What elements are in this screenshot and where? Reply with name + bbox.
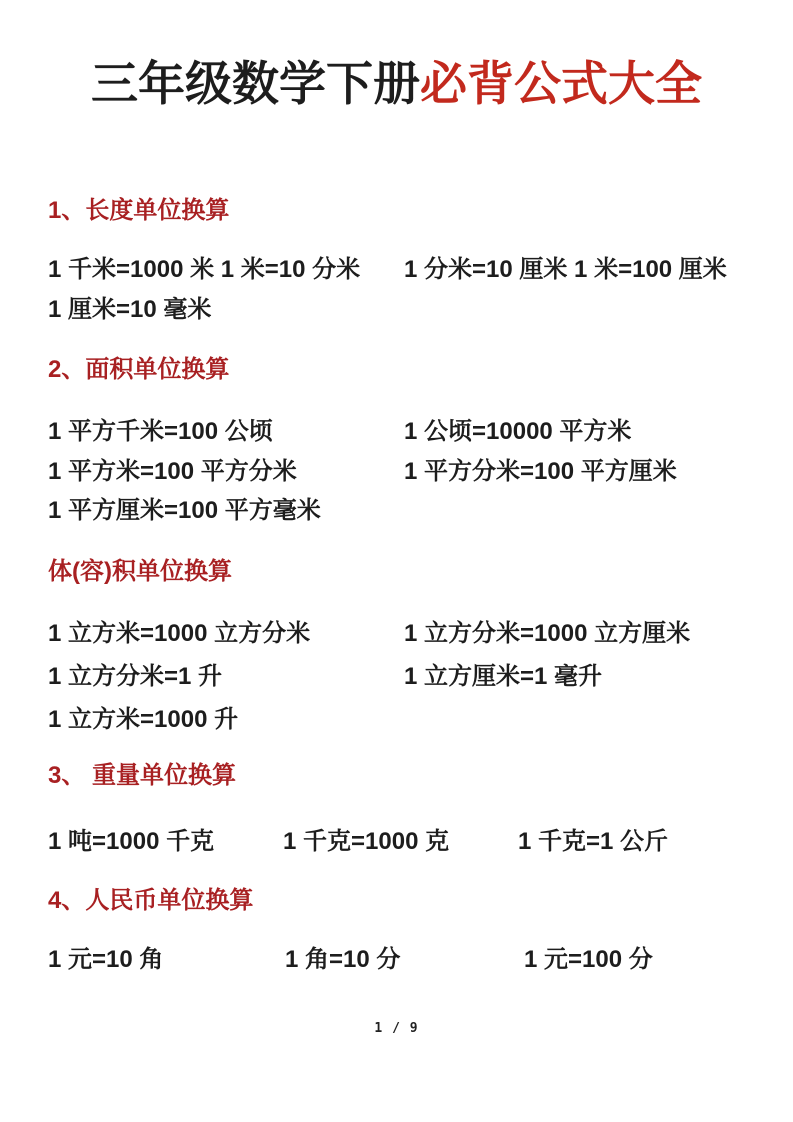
section-heading-currency-units: 4、人民币单位换算 xyxy=(48,887,254,914)
formula-line: 1 平方千米=100 公顷 xyxy=(48,418,273,445)
page-number: 1 / 9 xyxy=(374,1021,419,1036)
formula-line: 1 角=10 分 xyxy=(285,946,401,973)
formula-line: 1 立方厘米=1 毫升 xyxy=(404,663,603,690)
formula-line: 1 立方分米=1000 立方厘米 xyxy=(404,620,691,647)
formula-line: 1 吨=1000 千克 xyxy=(48,828,215,855)
formula-line: 1 元=100 分 xyxy=(524,946,653,973)
formula-line: 1 平方米=100 平方分米 xyxy=(48,458,297,485)
formula-line: 1 立方米=1000 升 xyxy=(48,706,239,733)
formula-line: 1 厘米=10 毫米 xyxy=(48,296,212,323)
section-heading-length-units: 1、长度单位换算 xyxy=(48,197,230,224)
section-heading-area-units: 2、面积单位换算 xyxy=(48,356,230,383)
formula-line: 1 平方厘米=100 平方毫米 xyxy=(48,497,321,524)
formula-line: 1 分米=10 厘米 1 米=100 厘米 xyxy=(404,256,727,283)
formula-line: 1 立方米=1000 立方分米 xyxy=(48,620,311,647)
formula-line: 1 元=10 角 xyxy=(48,946,164,973)
formula-line: 1 平方分米=100 平方厘米 xyxy=(404,458,677,485)
formula-line: 1 千米=1000 米 1 米=10 分米 xyxy=(48,256,361,283)
page-title xyxy=(0,58,793,110)
section-heading-volume-units: 体(容)积单位换算 xyxy=(48,558,232,585)
title-text-red: 必背公式大全 xyxy=(420,57,702,110)
formula-line: 1 千克=1 公斤 xyxy=(518,828,669,855)
formula-line: 1 千克=1000 克 xyxy=(283,828,450,855)
section-heading-weight-units: 3、 重量单位换算 xyxy=(48,762,237,789)
title-text-black: 三年级数学下册 xyxy=(91,57,420,110)
formula-line: 1 立方分米=1 升 xyxy=(48,663,223,690)
formula-line: 1 公顷=10000 平方米 xyxy=(404,418,632,445)
